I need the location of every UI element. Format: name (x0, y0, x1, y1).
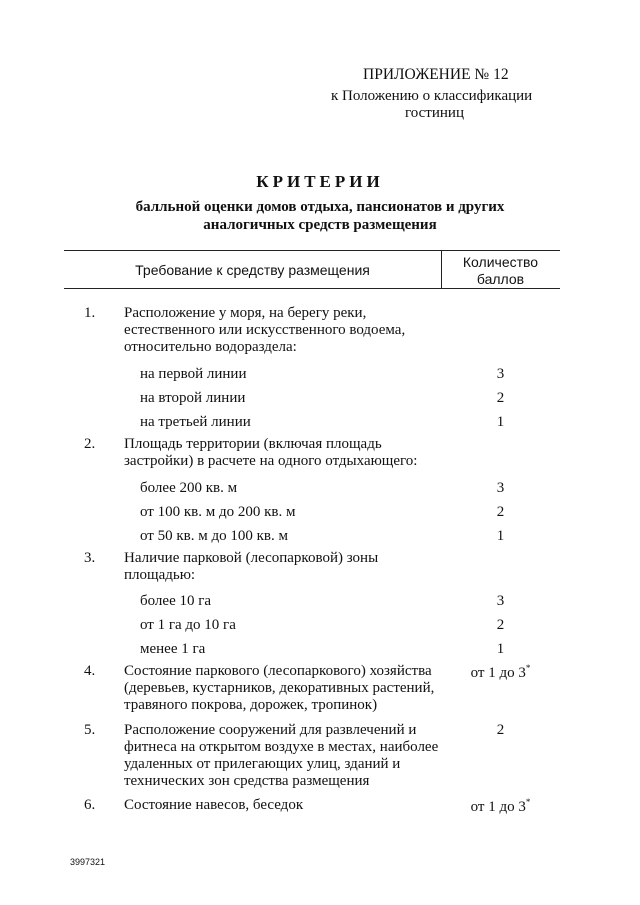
item-text (124, 305, 444, 356)
points-text: 3 (496, 593, 505, 609)
item-text (124, 550, 444, 584)
item-number: 6. (84, 797, 96, 813)
points-text: 3 (496, 480, 505, 496)
header-requirement: Требование к средству размещения (135, 262, 370, 278)
item-text (124, 797, 444, 814)
annex-reference: к Положению о классификации (331, 88, 533, 104)
item-text-line: Расположение сооружений для развлечений и (124, 722, 417, 738)
item-text-line: естественного или искусственного водоема, (124, 322, 406, 338)
item-text-line: Состояние паркового (лесопаркового) хозяйства (124, 663, 432, 679)
annex-number: ПРИЛОЖЕНИЕ № 12 (363, 66, 509, 83)
option-text: на первой линии (140, 366, 247, 382)
document-title: КРИТЕРИИ (256, 172, 384, 191)
points-value (441, 480, 560, 497)
footnote-mark: * (525, 663, 531, 673)
item-text-line: Состояние навесов, беседок (124, 797, 304, 813)
option-text: от 1 га до 10 га (140, 617, 236, 633)
points-value (441, 366, 560, 383)
subtitle-line-2: аналогичных средств размещения (203, 217, 437, 233)
points-value (441, 617, 560, 634)
item-number: 3. (84, 550, 96, 566)
points-value (441, 390, 560, 407)
header-points-line-1: Количество (462, 254, 539, 270)
points-value (441, 528, 560, 545)
item-text (124, 436, 444, 470)
points-text: 1 (496, 528, 505, 544)
points-value (441, 593, 560, 610)
item-text (124, 722, 444, 790)
option-text: более 200 кв. м (140, 480, 238, 496)
item-text-line: (деревьев, кустарников, декоративных растений, (124, 680, 435, 696)
points-value (441, 504, 560, 521)
item-number: 2. (84, 436, 96, 452)
item-text-line: относительно водораздела: (124, 339, 297, 355)
item-text-line: Расположение у моря, на берегу реки, (124, 305, 367, 321)
points-text: от 1 до 3 (470, 665, 526, 681)
header-points-line-2: баллов (476, 271, 525, 287)
points-text: 2 (496, 390, 505, 406)
header-points (441, 254, 560, 288)
item-text-line: площадью: (124, 567, 196, 583)
annex-reference-cont: гостиниц (405, 105, 464, 121)
item-number: 5. (84, 722, 96, 738)
option-text: на третьей линии (140, 414, 251, 430)
points-value (441, 663, 560, 682)
document-subtitle (0, 198, 640, 234)
points-value (441, 797, 560, 816)
option-text: от 50 кв. м до 100 кв. м (140, 528, 288, 544)
points-value (441, 641, 560, 658)
points-value (441, 722, 560, 739)
option-text: на второй линии (140, 390, 246, 406)
points-text: 1 (496, 641, 505, 657)
item-number: 1. (84, 305, 96, 321)
table-top-rule (64, 250, 560, 251)
item-text-line: технических зон средства размещения (124, 773, 370, 789)
item-text (124, 663, 444, 714)
item-text-line: застройки) в расчете на одного отдыхающего: (124, 453, 418, 469)
points-text: 3 (496, 366, 505, 382)
item-text-line: удаленных от прилегающих улиц, зданий и (124, 756, 401, 772)
points-text: 1 (496, 414, 505, 430)
points-text: 2 (496, 722, 505, 738)
points-value (441, 414, 560, 431)
item-text-line: травяного покрова, дорожек, тропинок) (124, 697, 378, 713)
option-text: менее 1 га (140, 641, 206, 657)
item-text-line: фитнеса на открытом воздухе в местах, наиболее (124, 739, 439, 755)
item-number: 4. (84, 663, 96, 679)
option-text: от 100 кв. м до 200 кв. м (140, 504, 296, 520)
points-text: 2 (496, 504, 505, 520)
item-text-line: Наличие парковой (лесопарковой) зоны (124, 550, 379, 566)
item-text-line: Площадь территории (включая площадь (124, 436, 382, 452)
points-text: от 1 до 3 (470, 799, 526, 815)
subtitle-line-1: балльной оценки домов отдыха, пансионатов и других (135, 199, 505, 215)
points-text: 2 (496, 617, 505, 633)
footnote-mark: * (525, 797, 531, 807)
table-header-rule (64, 288, 560, 289)
footer-code: 3997321 (70, 857, 106, 867)
option-text: более 10 га (140, 593, 212, 609)
